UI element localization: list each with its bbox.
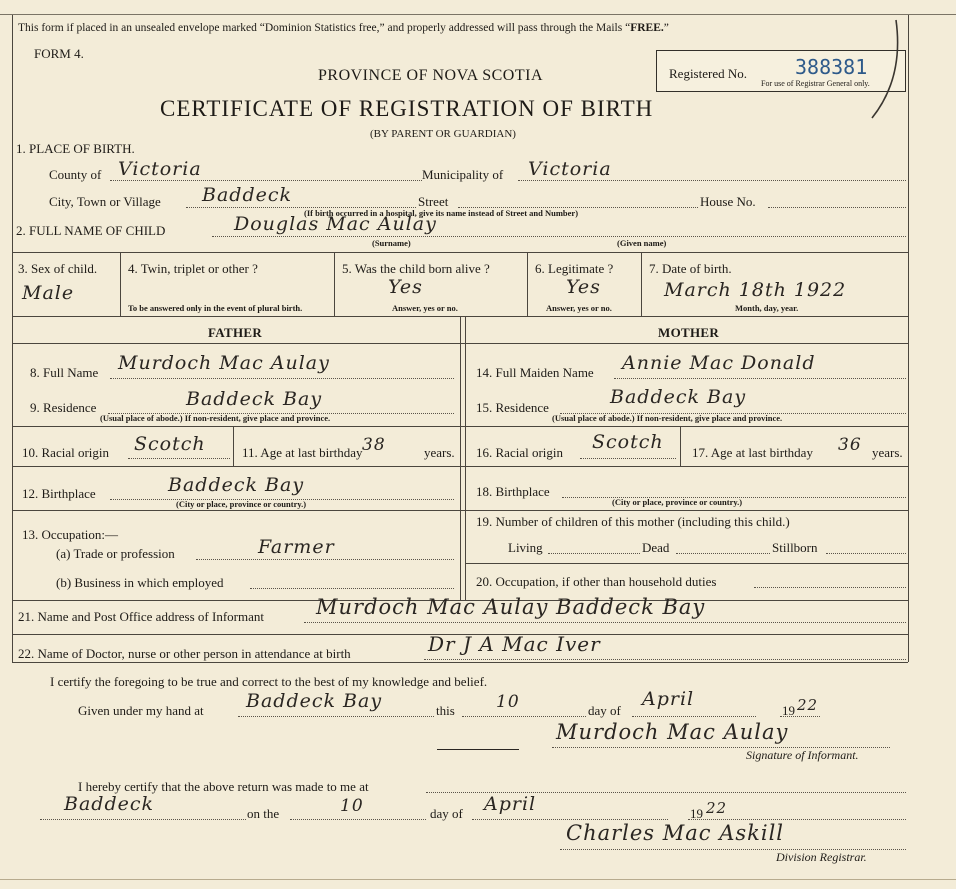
sex-value: Male (22, 282, 75, 304)
date-of-birth-value: March 18th 1922 (664, 279, 847, 301)
right-border (908, 14, 909, 662)
mother-birthplace-note: (City or place, province or country.) (612, 497, 743, 507)
father-residence-note: (Usual place of abode.) If non-resident, give place and province. (100, 413, 331, 423)
certification-statement: I certify the foregoing to be true and correct to the best of my knowledge and belief. (50, 674, 488, 689)
given-year-value: 22 (797, 696, 819, 714)
doctor-value: Dr J A Mac Iver (428, 632, 601, 656)
registrar-year-value: 22 (706, 799, 728, 817)
mother-residence-value: Baddeck Bay (610, 386, 747, 408)
father-occupation-label: 13. Occupation:— (22, 527, 119, 542)
twin-label: 4. Twin, triplet or other ? (128, 261, 258, 276)
given-name-note: (Given name) (617, 238, 667, 248)
registrar-month-value: April (484, 793, 537, 815)
born-alive-note: Answer, yes or no. (392, 303, 458, 313)
given-month-value: April (642, 688, 695, 710)
certificate-subtitle: (BY PARENT OR GUARDIAN) (370, 128, 516, 140)
legitimate-note: Answer, yes or no. (546, 303, 612, 313)
mother-age-label: 17. Age at last birthday (692, 445, 813, 460)
hospital-note: (If birth occurred in a hospital, give its name instead of Street and Number) (304, 208, 579, 218)
mother-children-label: 19. Number of children of this mother (including this child.) (476, 514, 790, 529)
place-of-birth-heading: 1. PLACE OF BIRTH. (16, 141, 135, 156)
mail-notice-text: This form if placed in an unsealed envelope marked “Dominion Statistics free,” and properly addressed will pass through the Mails “ (18, 22, 631, 34)
registrar-statement: I hereby certify that the above return was made to me at (78, 779, 369, 794)
registrar-place-value: Baddeck (64, 793, 155, 815)
given-place-value: Baddeck Bay (246, 690, 383, 712)
mail-notice (18, 22, 669, 34)
county-value: Victoria (118, 158, 202, 180)
child-name-value: Douglas Mac Aulay (234, 213, 437, 235)
date-of-birth-label: 7. Date of birth. (649, 261, 732, 276)
mother-birthplace-label: 18. Birthplace (476, 484, 550, 499)
on-the-label: on the (247, 806, 280, 821)
mother-name-label: 14. Full Maiden Name (476, 365, 594, 380)
father-name-value: Murdoch Mac Aulay (118, 352, 330, 374)
registrar-signature-label: Division Registrar. (776, 850, 867, 864)
house-no-label: House No. (700, 194, 756, 209)
father-residence-value: Baddeck Bay (186, 388, 323, 410)
child-name-label: 2. FULL NAME OF CHILD (16, 223, 166, 238)
born-alive-label: 5. Was the child born alive ? (342, 261, 490, 276)
doctor-label: 22. Name of Doctor, nurse or other person in attendance at birth (18, 646, 351, 661)
this-label: this (436, 703, 455, 718)
left-border (12, 14, 13, 662)
mother-occupation-label: 20. Occupation, if other than household duties (476, 574, 717, 589)
sex-label: 3. Sex of child. (18, 261, 98, 276)
top-border (0, 14, 956, 15)
page-curl-mark (866, 18, 906, 122)
father-trade-value: Farmer (258, 536, 335, 558)
city-value: Baddeck (202, 184, 293, 206)
father-racial-value: Scotch (134, 433, 206, 455)
twin-note: To be answered only in the event of plural birth. (128, 303, 303, 313)
mother-heading: MOTHER (658, 325, 720, 340)
mother-age-value: 36 (838, 435, 862, 455)
registrar-day-value: 10 (340, 796, 364, 816)
legitimate-value: Yes (566, 276, 601, 298)
father-business-label: (b) Business in which employed (56, 575, 224, 590)
mother-racial-label: 16. Racial origin (476, 445, 564, 460)
surname-note: (Surname) (372, 238, 411, 248)
mail-notice-end: ” (663, 22, 669, 34)
mother-residence-note: (Usual place of abode.) If non-resident, give place and province. (552, 413, 783, 423)
municipality-label: Municipality of (422, 167, 504, 182)
born-alive-value: Yes (388, 276, 423, 298)
father-birthplace-note: (City or place, province or country.) (176, 499, 307, 509)
living-label: Living (508, 540, 543, 555)
mother-residence-label: 15. Residence (476, 400, 549, 415)
given-day-value: 10 (496, 692, 520, 712)
registrar-signature-value: Charles Mac Askill (566, 821, 785, 845)
father-age-unit: years. (424, 445, 455, 460)
mail-notice-free: FREE. (630, 22, 664, 34)
registered-number: 388381 (795, 55, 868, 79)
registrar-year-prefix: 19 (690, 806, 703, 821)
stillborn-label: Stillborn (772, 540, 818, 555)
city-label: City, Town or Village (49, 194, 161, 209)
given-under-hand-label: Given under my hand at (78, 703, 204, 718)
mother-name-value: Annie Mac Donald (622, 352, 816, 374)
street-label: Street (418, 194, 449, 209)
father-birthplace-label: 12. Birthplace (22, 486, 96, 501)
father-residence-label: 9. Residence (30, 400, 97, 415)
father-heading: FATHER (208, 325, 263, 340)
informant-signature-value: Murdoch Mac Aulay (556, 720, 789, 744)
registrar-only-note: For use of Registrar General only. (761, 79, 870, 88)
dead-label: Dead (642, 540, 670, 555)
father-age-value: 38 (362, 435, 386, 455)
father-birthplace-value: Baddeck Bay (168, 474, 305, 496)
county-label: County of (49, 167, 102, 182)
informant-value: Murdoch Mac Aulay Baddeck Bay (316, 595, 706, 619)
informant-signature-label: Signature of Informant. (746, 748, 859, 762)
registered-label: Registered No. (669, 66, 747, 81)
given-year-prefix: 19 (782, 703, 795, 718)
legitimate-label: 6. Legitimate ? (535, 261, 614, 276)
informant-label: 21. Name and Post Office address of Informant (18, 609, 264, 624)
form-number: FORM 4. (34, 46, 84, 61)
day-of-label: day of (588, 703, 621, 718)
mother-age-unit: years. (872, 445, 903, 460)
mother-racial-value: Scotch (592, 431, 664, 453)
father-name-label: 8. Full Name (30, 365, 99, 380)
date-of-birth-note: Month, day, year. (735, 303, 799, 313)
province-heading: PROVINCE OF NOVA SCOTIA (318, 67, 544, 84)
father-trade-label: (a) Trade or profession (56, 546, 175, 561)
certificate-title: CERTIFICATE OF REGISTRATION OF BIRTH (160, 96, 654, 121)
father-racial-label: 10. Racial origin (22, 445, 110, 460)
registrar-day-of-label: day of (430, 806, 463, 821)
father-age-label: 11. Age at last birthday (242, 445, 363, 460)
municipality-value: Victoria (528, 158, 612, 180)
